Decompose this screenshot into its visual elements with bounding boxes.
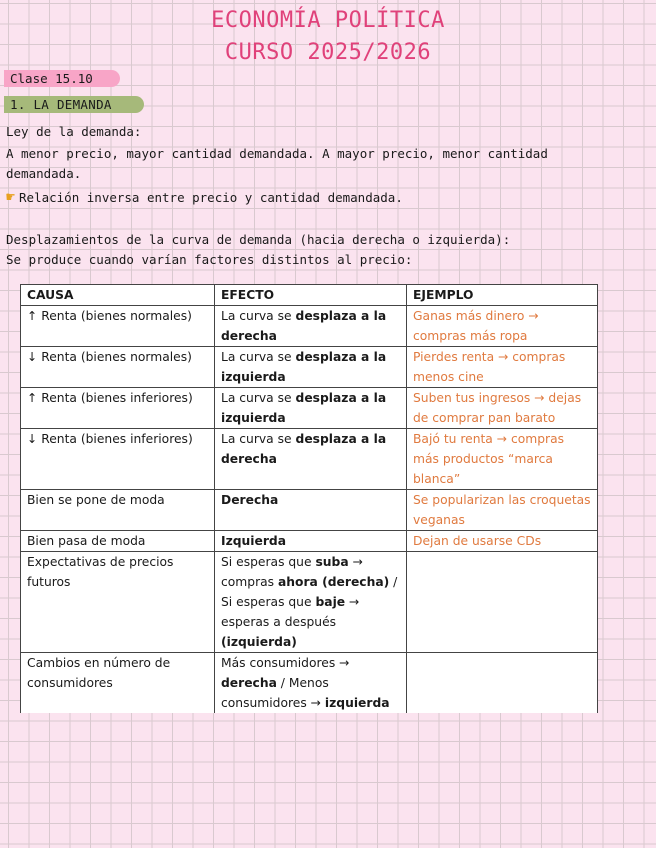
- header-efecto: EFECTO: [215, 285, 407, 306]
- cause-cell: ↑ Renta (bienes inferiores): [21, 388, 215, 429]
- effect-text: La curva se: [221, 309, 296, 323]
- pointing-hand-icon: ☛: [6, 188, 16, 206]
- effect-emphasis: izquierda: [324, 696, 390, 710]
- demand-shifts-table: [20, 284, 598, 713]
- effect-cell: [215, 531, 407, 552]
- example-cell: Ganas más dinero → compras más ropa: [407, 306, 598, 347]
- effect-cell: [215, 347, 407, 388]
- effect-text: → compras: [221, 555, 363, 589]
- effect-text: Más consumidores →: [221, 656, 350, 670]
- example-cell: Pierdes renta → compras menos cine: [407, 347, 598, 388]
- table-row: [21, 347, 598, 388]
- shifts-heading: Desplazamientos de la curva de demanda (hacia derecha o izquierda):: [6, 232, 511, 247]
- section-heading: 1. LA DEMANDA: [4, 96, 144, 113]
- example-cell: [407, 552, 598, 653]
- effect-cell: [215, 306, 407, 347]
- table-row: [21, 306, 598, 347]
- law-text-line-1: A menor precio, mayor cantidad demandada. A mayor precio, menor cantidad: [6, 146, 548, 161]
- cause-cell: ↑ Renta (bienes normales): [21, 306, 215, 347]
- effect-emphasis: desplaza a la izquierda: [221, 391, 387, 425]
- effect-text: Si esperas que: [221, 555, 316, 569]
- course-subtitle: CURSO 2025/2026: [224, 40, 432, 65]
- effect-cell: [215, 490, 407, 531]
- example-cell: Suben tus ingresos → dejas de comprar pan barato: [407, 388, 598, 429]
- effect-text: → esperas a después: [221, 595, 360, 629]
- effect-text: / Menos consumidores →: [221, 676, 329, 710]
- cause-cell: ↓ Renta (bienes inferiores): [21, 429, 215, 490]
- effect-text: La curva se: [221, 391, 296, 405]
- table-row: [21, 531, 598, 552]
- effect-cell: [215, 552, 407, 653]
- table-row: [21, 552, 598, 653]
- effect-text: La curva se: [221, 350, 296, 364]
- effect-emphasis: desplaza a la izquierda: [221, 350, 387, 384]
- cause-cell: Bien pasa de moda: [21, 531, 215, 552]
- effect-emphasis: suba: [315, 555, 349, 569]
- effect-emphasis: (izquierda): [221, 635, 297, 649]
- inverse-relation-note: [6, 188, 403, 206]
- cause-cell: Expectativas de precios futuros: [21, 552, 215, 653]
- effect-emphasis: desplaza a la derecha: [221, 432, 387, 466]
- header-ejemplo: EJEMPLO: [407, 285, 598, 306]
- shifts-intro: Se produce cuando varían factores distintos al precio:: [6, 252, 413, 267]
- header-causa: CAUSA: [21, 285, 215, 306]
- effect-emphasis: derecha: [221, 676, 277, 690]
- table-row: [21, 653, 598, 714]
- table-row: [21, 429, 598, 490]
- effect-cell: [215, 388, 407, 429]
- table-body: [21, 306, 598, 714]
- law-heading: Ley de la demanda:: [6, 124, 142, 139]
- table-row: [21, 490, 598, 531]
- effect-emphasis: baje: [315, 595, 346, 609]
- cause-cell: Bien se pone de moda: [21, 490, 215, 531]
- effect-emphasis: Izquierda: [221, 534, 287, 548]
- effect-cell: [215, 429, 407, 490]
- effect-emphasis: Derecha: [221, 493, 279, 507]
- effect-emphasis: ahora (derecha): [277, 575, 390, 589]
- table-row: [21, 388, 598, 429]
- cause-cell: Cambios en número de consumidores: [21, 653, 215, 714]
- cause-cell: ↓ Renta (bienes normales): [21, 347, 215, 388]
- example-cell: Se popularizan las croquetas veganas: [407, 490, 598, 531]
- page-title: ECONOMÍA POLÍTICA: [211, 8, 445, 33]
- effect-text: / Si esperas que: [221, 575, 398, 609]
- class-date-label: Clase 15.10: [4, 70, 120, 87]
- table-header-row: [21, 285, 598, 306]
- law-text-line-2: demandada.: [6, 166, 82, 181]
- effect-text: La curva se: [221, 432, 296, 446]
- example-cell: Dejan de usarse CDs: [407, 531, 598, 552]
- effect-cell: [215, 653, 407, 714]
- effect-emphasis: desplaza a la derecha: [221, 309, 387, 343]
- example-cell: Bajó tu renta → compras más productos “marca blanca”: [407, 429, 598, 490]
- inverse-relation-text: Relación inversa entre precio y cantidad demandada.: [19, 190, 403, 205]
- example-cell: [407, 653, 598, 714]
